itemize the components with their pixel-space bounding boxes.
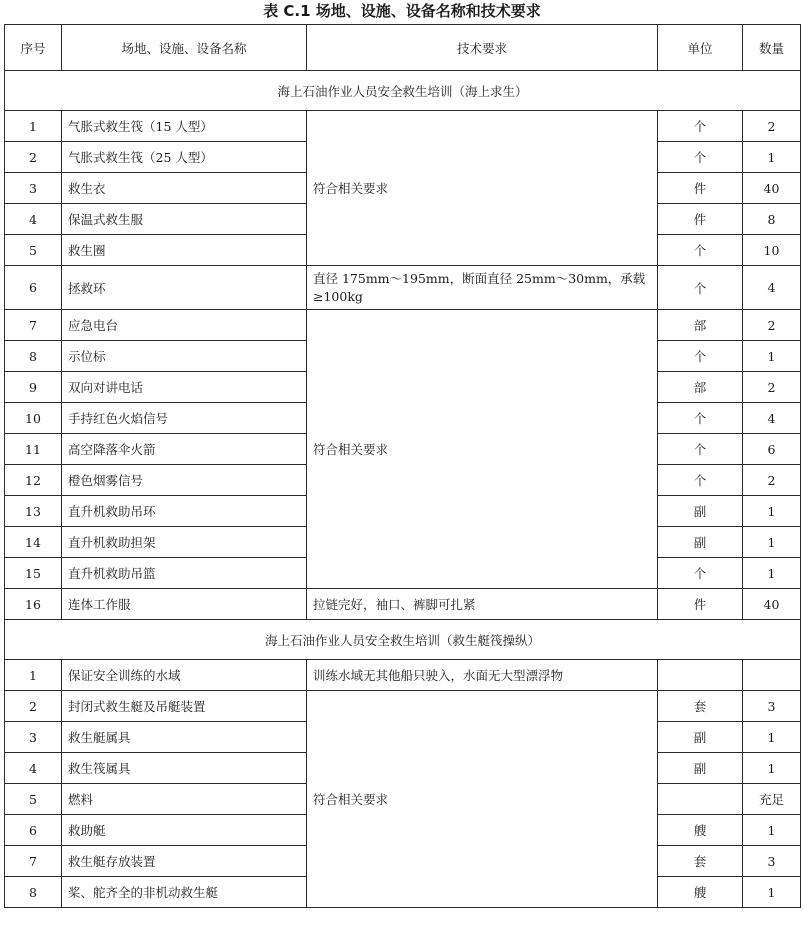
row-unit: 部 xyxy=(658,310,743,341)
row-no: 7 xyxy=(5,310,62,341)
row-no: 12 xyxy=(5,465,62,496)
row-unit: 副 xyxy=(658,527,743,558)
row-name: 救生艇属具 xyxy=(62,722,307,753)
row-no: 6 xyxy=(5,266,62,310)
row-no: 4 xyxy=(5,204,62,235)
row-unit: 艘 xyxy=(658,877,743,908)
col-header-no: 序号 xyxy=(5,25,62,71)
row-quantity: 3 xyxy=(743,691,801,722)
row-unit: 件 xyxy=(658,589,743,620)
table-row xyxy=(5,310,801,341)
row-unit: 个 xyxy=(658,341,743,372)
row-unit: 套 xyxy=(658,691,743,722)
row-name: 气胀式救生筏（15 人型） xyxy=(62,111,307,142)
row-name: 手持红色火焰信号 xyxy=(62,403,307,434)
row-requirement: 符合相关要求 xyxy=(307,111,658,266)
row-unit: 个 xyxy=(658,235,743,266)
row-unit xyxy=(658,660,743,691)
row-name: 高空降落伞火箭 xyxy=(62,434,307,465)
row-no: 8 xyxy=(5,877,62,908)
row-quantity: 6 xyxy=(743,434,801,465)
row-name: 应急电台 xyxy=(62,310,307,341)
section-title: 海上石油作业人员安全救生培训（海上求生） xyxy=(5,71,801,111)
row-no: 10 xyxy=(5,403,62,434)
row-quantity: 1 xyxy=(743,142,801,173)
row-unit: 艘 xyxy=(658,815,743,846)
row-name: 拯救环 xyxy=(62,266,307,310)
row-name: 橙色烟雾信号 xyxy=(62,465,307,496)
row-quantity: 1 xyxy=(743,341,801,372)
col-header-quantity: 数量 xyxy=(743,25,801,71)
table-row xyxy=(5,266,801,310)
row-no: 11 xyxy=(5,434,62,465)
row-name: 封闭式救生艇及吊艇装置 xyxy=(62,691,307,722)
table-row xyxy=(5,589,801,620)
row-no: 3 xyxy=(5,173,62,204)
row-quantity: 4 xyxy=(743,403,801,434)
row-name: 直升机救助担架 xyxy=(62,527,307,558)
header-row xyxy=(5,25,801,71)
row-quantity: 8 xyxy=(743,204,801,235)
row-no: 13 xyxy=(5,496,62,527)
row-quantity: 1 xyxy=(743,753,801,784)
row-name: 气胀式救生筏（25 人型） xyxy=(62,142,307,173)
row-name: 保温式救生服 xyxy=(62,204,307,235)
row-unit: 个 xyxy=(658,142,743,173)
row-no: 9 xyxy=(5,372,62,403)
row-quantity: 2 xyxy=(743,111,801,142)
row-no: 1 xyxy=(5,660,62,691)
row-name: 直升机救助吊篮 xyxy=(62,558,307,589)
row-name: 燃料 xyxy=(62,784,307,815)
row-no: 7 xyxy=(5,846,62,877)
row-name: 保证安全训练的水域 xyxy=(62,660,307,691)
row-unit xyxy=(658,784,743,815)
row-unit: 副 xyxy=(658,496,743,527)
row-quantity xyxy=(743,660,801,691)
col-header-name: 场地、设施、设备名称 xyxy=(62,25,307,71)
row-quantity: 3 xyxy=(743,846,801,877)
row-no: 5 xyxy=(5,784,62,815)
row-quantity: 40 xyxy=(743,173,801,204)
row-requirement: 符合相关要求 xyxy=(307,310,658,589)
row-quantity: 40 xyxy=(743,589,801,620)
row-name: 救助艇 xyxy=(62,815,307,846)
row-name: 救生艇存放装置 xyxy=(62,846,307,877)
row-quantity: 2 xyxy=(743,372,801,403)
row-unit: 个 xyxy=(658,558,743,589)
row-unit: 个 xyxy=(658,111,743,142)
row-no: 8 xyxy=(5,341,62,372)
row-no: 3 xyxy=(5,722,62,753)
row-name: 救生圈 xyxy=(62,235,307,266)
equipment-spec-table xyxy=(4,24,801,908)
row-no: 1 xyxy=(5,111,62,142)
row-requirement: 拉链完好，袖口、裤脚可扎紧 xyxy=(307,589,658,620)
row-name: 直升机救助吊环 xyxy=(62,496,307,527)
table-row xyxy=(5,660,801,691)
row-requirement: 训练水域无其他船只驶入，水面无大型漂浮物 xyxy=(307,660,658,691)
row-name: 连体工作服 xyxy=(62,589,307,620)
row-quantity: 4 xyxy=(743,266,801,310)
row-quantity: 2 xyxy=(743,465,801,496)
row-unit: 个 xyxy=(658,403,743,434)
col-header-requirement: 技术要求 xyxy=(307,25,658,71)
row-requirement: 符合相关要求 xyxy=(307,691,658,908)
row-quantity: 10 xyxy=(743,235,801,266)
row-unit: 副 xyxy=(658,753,743,784)
row-unit: 件 xyxy=(658,173,743,204)
row-unit: 个 xyxy=(658,465,743,496)
row-unit: 部 xyxy=(658,372,743,403)
row-no: 2 xyxy=(5,691,62,722)
col-header-unit: 单位 xyxy=(658,25,743,71)
table-caption: 表 C.1 场地、设施、设备名称和技术要求 xyxy=(263,2,541,20)
row-no: 15 xyxy=(5,558,62,589)
row-quantity: 1 xyxy=(743,722,801,753)
row-quantity: 1 xyxy=(743,496,801,527)
section-title: 海上石油作业人员安全救生培训（救生艇筏操纵） xyxy=(5,620,801,660)
row-name: 救生衣 xyxy=(62,173,307,204)
section-header-row xyxy=(5,620,801,660)
row-unit: 件 xyxy=(658,204,743,235)
row-quantity: 2 xyxy=(743,310,801,341)
row-quantity: 1 xyxy=(743,877,801,908)
row-unit: 套 xyxy=(658,846,743,877)
row-name: 桨、舵齐全的非机动救生艇 xyxy=(62,877,307,908)
table-row xyxy=(5,691,801,722)
row-unit: 个 xyxy=(658,434,743,465)
row-quantity: 1 xyxy=(743,558,801,589)
row-name: 双向对讲电话 xyxy=(62,372,307,403)
row-no: 6 xyxy=(5,815,62,846)
row-name: 示位标 xyxy=(62,341,307,372)
row-no: 5 xyxy=(5,235,62,266)
row-no: 16 xyxy=(5,589,62,620)
row-requirement: 直径 175mm～195mm，断面直径 25mm～30mm，承载≥100kg xyxy=(307,266,658,310)
row-no: 4 xyxy=(5,753,62,784)
section-header-row xyxy=(5,71,801,111)
row-no: 2 xyxy=(5,142,62,173)
row-unit: 副 xyxy=(658,722,743,753)
row-quantity: 充足 xyxy=(743,784,801,815)
row-quantity: 1 xyxy=(743,815,801,846)
row-name: 救生筏属具 xyxy=(62,753,307,784)
table-row xyxy=(5,111,801,142)
row-no: 14 xyxy=(5,527,62,558)
row-unit: 个 xyxy=(658,266,743,310)
row-quantity: 1 xyxy=(743,527,801,558)
